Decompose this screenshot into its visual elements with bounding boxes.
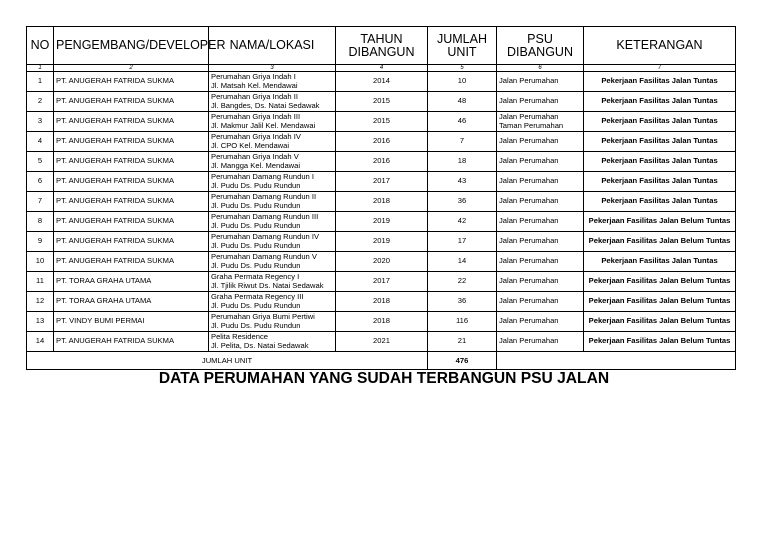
- row-lokasi: Jl. Matsah Kel. Mendawai: [211, 80, 298, 90]
- row-keterangan: Pekerjaan Fasilitas Jalan Belum Tuntas: [584, 332, 736, 352]
- row-lokasi: Jl. Pudu Ds. Pudu Rundun: [211, 300, 301, 310]
- row-keterangan: Pekerjaan Fasilitas Jalan Belum Tuntas: [584, 272, 736, 292]
- row-psu: Jalan Perumahan: [497, 172, 584, 192]
- column-number: 4: [336, 65, 428, 72]
- row-no: 9: [27, 232, 54, 252]
- row-tahun: 2015: [336, 112, 428, 132]
- table-row: [27, 292, 736, 312]
- row-nama: Perumahan Damang Rundun III: [211, 211, 319, 221]
- row-nama-lokasi: [209, 92, 336, 112]
- row-nama-lokasi: [209, 252, 336, 272]
- row-keterangan: Pekerjaan Fasilitas Jalan Belum Tuntas: [584, 232, 736, 252]
- row-nama: Perumahan Griya Indah II: [211, 91, 298, 101]
- row-nama-lokasi: [209, 332, 336, 352]
- row-lokasi: Jl. Pudu Ds. Pudu Rundun: [211, 180, 301, 190]
- row-tahun: 2019: [336, 212, 428, 232]
- header-row: [27, 27, 736, 65]
- row-developer: PT. ANUGERAH FATRIDA SUKMA: [54, 172, 209, 192]
- row-unit: 17: [428, 232, 497, 252]
- row-nama: Perumahan Griya Indah V: [211, 151, 299, 161]
- row-nama-lokasi: [209, 232, 336, 252]
- row-no: 10: [27, 252, 54, 272]
- row-keterangan: Pekerjaan Fasilitas Jalan Tuntas: [584, 252, 736, 272]
- row-no: 1: [27, 72, 54, 92]
- total-value: 476: [428, 352, 497, 370]
- row-psu: Jalan Perumahan: [497, 312, 584, 332]
- row-tahun: 2020: [336, 252, 428, 272]
- column-number: 3: [209, 65, 336, 72]
- row-unit: 46: [428, 112, 497, 132]
- row-nama-lokasi: [209, 192, 336, 212]
- row-unit: 21: [428, 332, 497, 352]
- row-lokasi: Jl. CPO Kel. Mendawai: [211, 140, 290, 150]
- row-unit: 18: [428, 152, 497, 172]
- row-psu: Jalan Perumahan: [497, 192, 584, 212]
- table-row: [27, 272, 736, 292]
- row-tahun: 2016: [336, 152, 428, 172]
- row-developer: PT. ANUGERAH FATRIDA SUKMA: [54, 152, 209, 172]
- row-tahun: 2014: [336, 72, 428, 92]
- row-developer: PT. ANUGERAH FATRIDA SUKMA: [54, 232, 209, 252]
- row-lokasi: Jl. Pudu Ds. Pudu Rundun: [211, 260, 301, 270]
- table-row: [27, 332, 736, 352]
- row-unit: 10: [428, 72, 497, 92]
- row-developer: PT. VINDY BUMI PERMAI: [54, 312, 209, 332]
- row-lokasi: Jl. Pudu Ds. Pudu Rundun: [211, 320, 301, 330]
- row-nama: Pelita Residence: [211, 331, 268, 341]
- row-unit: 48: [428, 92, 497, 112]
- row-keterangan: Pekerjaan Fasilitas Jalan Tuntas: [584, 92, 736, 112]
- page-title: DATA PERUMAHAN YANG SUDAH TERBANGUN PSU JALAN: [158, 370, 610, 387]
- row-lokasi: Jl. Pudu Ds. Pudu Rundun: [211, 200, 301, 210]
- row-tahun: 2015: [336, 92, 428, 112]
- row-unit: 14: [428, 252, 497, 272]
- row-tahun: 2021: [336, 332, 428, 352]
- table-row: [27, 252, 736, 272]
- row-developer: PT. ANUGERAH FATRIDA SUKMA: [54, 92, 209, 112]
- row-nama: Perumahan Griya Indah III: [211, 111, 301, 121]
- header-keterangan: KETERANGAN: [584, 27, 736, 65]
- column-number: 5: [428, 65, 497, 72]
- row-developer: PT. ANUGERAH FATRIDA SUKMA: [54, 112, 209, 132]
- row-keterangan: Pekerjaan Fasilitas Jalan Tuntas: [584, 132, 736, 152]
- row-tahun: 2018: [336, 292, 428, 312]
- row-no: 4: [27, 132, 54, 152]
- row-lokasi: Jl. Bangdes, Ds. Natai Sedawak: [211, 100, 320, 110]
- row-nama: Perumahan Griya Bumi Pertiwi: [211, 311, 315, 321]
- header-developer: PENGEMBANG/DEVELOPER: [54, 27, 209, 65]
- total-label: JUMLAH UNIT: [27, 352, 428, 370]
- row-psu: Jalan Perumahan: [497, 132, 584, 152]
- row-developer: PT. TORAA GRAHA UTAMA: [54, 272, 209, 292]
- row-lokasi: Jl. Makmur Jalil Kel. Mendawai: [211, 120, 316, 130]
- row-psu: Jalan Perumahan: [497, 332, 584, 352]
- row-nama-lokasi: [209, 272, 336, 292]
- row-nama: Perumahan Griya Indah I: [211, 71, 296, 81]
- row-keterangan: Pekerjaan Fasilitas Jalan Belum Tuntas: [584, 212, 736, 232]
- row-tahun: 2018: [336, 192, 428, 212]
- table-row: [27, 212, 736, 232]
- row-nama-lokasi: [209, 152, 336, 172]
- header-tahun: TAHUN DIBANGUN: [336, 27, 428, 65]
- row-tahun: 2018: [336, 312, 428, 332]
- row-no: 13: [27, 312, 54, 332]
- row-keterangan: Pekerjaan Fasilitas Jalan Tuntas: [584, 72, 736, 92]
- row-no: 8: [27, 212, 54, 232]
- row-nama: Perumahan Griya Indah IV: [211, 131, 301, 141]
- total-row: [27, 352, 736, 370]
- row-developer: PT. ANUGERAH FATRIDA SUKMA: [54, 212, 209, 232]
- table-row: [27, 92, 736, 112]
- row-developer: PT. TORAA GRAHA UTAMA: [54, 292, 209, 312]
- row-lokasi: Jl. Mangga Kel. Mendawai: [211, 160, 301, 170]
- column-number: 7: [584, 65, 736, 72]
- table-row: [27, 112, 736, 132]
- row-nama-lokasi: [209, 72, 336, 92]
- row-unit: 7: [428, 132, 497, 152]
- row-no: 2: [27, 92, 54, 112]
- row-keterangan: Pekerjaan Fasilitas Jalan Tuntas: [584, 112, 736, 132]
- row-keterangan: Pekerjaan Fasilitas Jalan Belum Tuntas: [584, 292, 736, 312]
- row-nama: Perumahan Damang Rundun V: [211, 251, 317, 261]
- row-tahun: 2016: [336, 132, 428, 152]
- row-psu: Jalan Perumahan: [497, 152, 584, 172]
- row-unit: 42: [428, 212, 497, 232]
- row-keterangan: Pekerjaan Fasilitas Jalan Belum Tuntas: [584, 312, 736, 332]
- row-nama: Perumahan Damang Rundun I: [211, 171, 315, 181]
- housing-table: [26, 26, 736, 370]
- row-lokasi: Jl. Tjilik Riwut Ds. Natai Sedawak: [211, 280, 324, 290]
- row-developer: PT. ANUGERAH FATRIDA SUKMA: [54, 332, 209, 352]
- row-developer: PT. ANUGERAH FATRIDA SUKMA: [54, 252, 209, 272]
- row-unit: 36: [428, 292, 497, 312]
- row-keterangan: Pekerjaan Fasilitas Jalan Tuntas: [584, 192, 736, 212]
- row-no: 11: [27, 272, 54, 292]
- row-no: 5: [27, 152, 54, 172]
- row-nama-lokasi: [209, 112, 336, 132]
- row-psu: Jalan Perumahan: [497, 72, 584, 92]
- row-nama-lokasi: [209, 312, 336, 332]
- column-number: 6: [497, 65, 584, 72]
- row-psu: Jalan Perumahan: [497, 292, 584, 312]
- row-nama-lokasi: [209, 172, 336, 192]
- row-unit: 43: [428, 172, 497, 192]
- column-number: 2: [54, 65, 209, 72]
- header-psu: PSU DIBANGUN: [497, 27, 584, 65]
- total-empty-cell: [497, 352, 736, 370]
- table-row: [27, 232, 736, 252]
- row-unit: 116: [428, 312, 497, 332]
- column-number-row: [27, 65, 736, 72]
- row-unit: 22: [428, 272, 497, 292]
- row-psu: Jalan Perumahan: [497, 252, 584, 272]
- row-no: 14: [27, 332, 54, 352]
- row-nama-lokasi: [209, 132, 336, 152]
- row-no: 12: [27, 292, 54, 312]
- table-row: [27, 132, 736, 152]
- row-nama-lokasi: [209, 292, 336, 312]
- row-keterangan: Pekerjaan Fasilitas Jalan Tuntas: [584, 152, 736, 172]
- row-nama: Perumahan Damang Rundun IV: [211, 231, 320, 241]
- row-nama: Perumahan Damang Rundun II: [211, 191, 317, 201]
- row-tahun: 2019: [336, 232, 428, 252]
- row-psu: Jalan Perumahan: [497, 272, 584, 292]
- row-nama: Graha Permata Regency I: [211, 271, 300, 281]
- row-psu: Jalan Perumahan: [497, 232, 584, 252]
- table-row: [27, 72, 736, 92]
- row-psu: Jalan Perumahan: [497, 92, 584, 112]
- row-no: 3: [27, 112, 54, 132]
- row-nama-lokasi: [209, 212, 336, 232]
- row-tahun: 2017: [336, 272, 428, 292]
- table-row: [27, 312, 736, 332]
- row-developer: PT. ANUGERAH FATRIDA SUKMA: [54, 192, 209, 212]
- table-row: [27, 192, 736, 212]
- row-nama: Graha Permata Regency III: [211, 291, 304, 301]
- row-lokasi: Jl. Pudu Ds. Pudu Rundun: [211, 220, 301, 230]
- row-no: 7: [27, 192, 54, 212]
- column-number: 1: [27, 65, 54, 72]
- row-developer: PT. ANUGERAH FATRIDA SUKMA: [54, 132, 209, 152]
- header-nama-lokasi: NAMA/LOKASI: [209, 27, 336, 65]
- row-lokasi: Jl. Pelita, Ds. Natai Sedawak: [211, 340, 309, 350]
- header-jumlah-unit: JUMLAH UNIT: [428, 27, 497, 65]
- row-no: 6: [27, 172, 54, 192]
- row-tahun: 2017: [336, 172, 428, 192]
- table-row: [27, 172, 736, 192]
- row-psu: Jalan Perumahan: [497, 212, 584, 232]
- row-keterangan: Pekerjaan Fasilitas Jalan Tuntas: [584, 172, 736, 192]
- row-psu: Jalan Perumahan Taman Perumahan: [497, 112, 584, 132]
- table-row: [27, 152, 736, 172]
- header-no: NO: [27, 27, 54, 65]
- row-lokasi: Jl. Pudu Ds. Pudu Rundun: [211, 240, 301, 250]
- row-developer: PT. ANUGERAH FATRIDA SUKMA: [54, 72, 209, 92]
- row-unit: 36: [428, 192, 497, 212]
